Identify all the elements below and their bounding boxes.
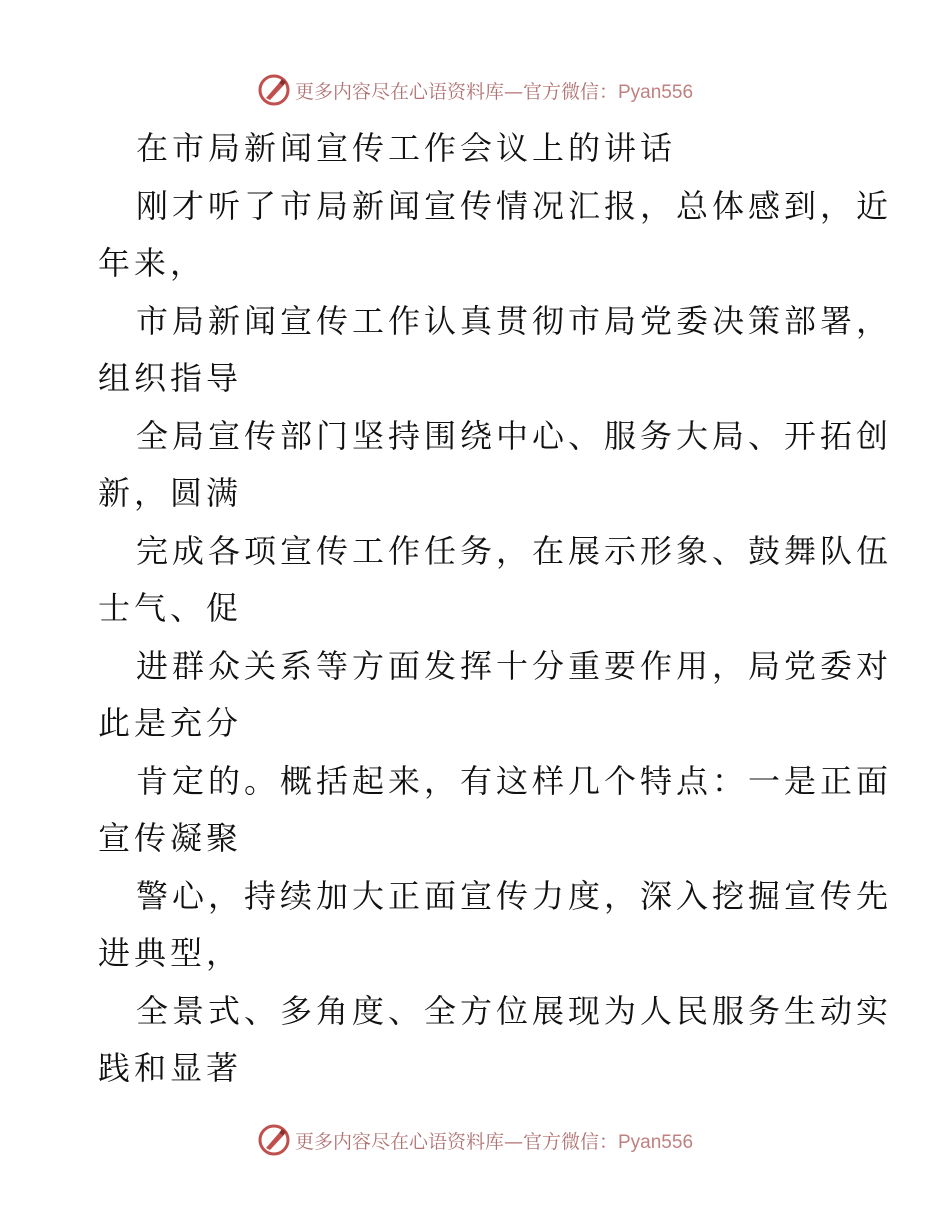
paragraph-line: 新，圆满 [98, 474, 243, 512]
paragraph-line: 警心，持续加大正面宣传力度，深入挖掘宣传先 [136, 876, 893, 915]
wechat-handle: Pyan556 [618, 81, 694, 103]
document-body [98, 120, 893, 1098]
paragraph-line: 全景式、多角度、全方位展现为人民服务生动实 [136, 991, 893, 1030]
document-title: 在市局新闻宣传工作会议上的讲话 [136, 129, 677, 167]
paragraph-line: 进群众关系等方面发挥十分重要作用，局党委对 [136, 646, 893, 685]
paragraph-line: 年来， [98, 244, 207, 282]
wechat-handle: Pyan556 [618, 1131, 694, 1153]
paragraph-line: 士气、促 [98, 589, 243, 627]
pen-circle-logo-icon [257, 1123, 291, 1157]
header-banner-text: 更多内容尽在心语资料库—官方微信：Pyan556 [294, 80, 694, 103]
footer-banner [0, 1120, 950, 1160]
paragraph-line: 此是充分 [98, 704, 243, 742]
paragraph-line: 全局宣传部门坚持围绕中心、服务大局、开拓创 [136, 416, 893, 455]
header-banner [0, 70, 950, 110]
paragraph-line: 市局新闻宣传工作认真贯彻市局党委决策部署， [136, 301, 893, 340]
paragraph-line: 宣传凝聚 [98, 819, 243, 857]
paragraph-line: 践和显著 [98, 1049, 243, 1087]
paragraph-line: 进典型， [98, 934, 243, 972]
paragraph-line: 组织指导 [98, 359, 243, 397]
paragraph-line: 刚才听了市局新闻宣传情况汇报，总体感到，近 [136, 186, 893, 225]
paragraph-line: 肯定的。概括起来，有这样几个特点：一是正面 [136, 761, 893, 800]
paragraph-line: 完成各项宣传工作任务，在展示形象、鼓舞队伍 [136, 531, 893, 570]
pen-circle-logo-icon [257, 73, 291, 107]
footer-banner-text: 更多内容尽在心语资料库—官方微信：Pyan556 [294, 1130, 694, 1153]
